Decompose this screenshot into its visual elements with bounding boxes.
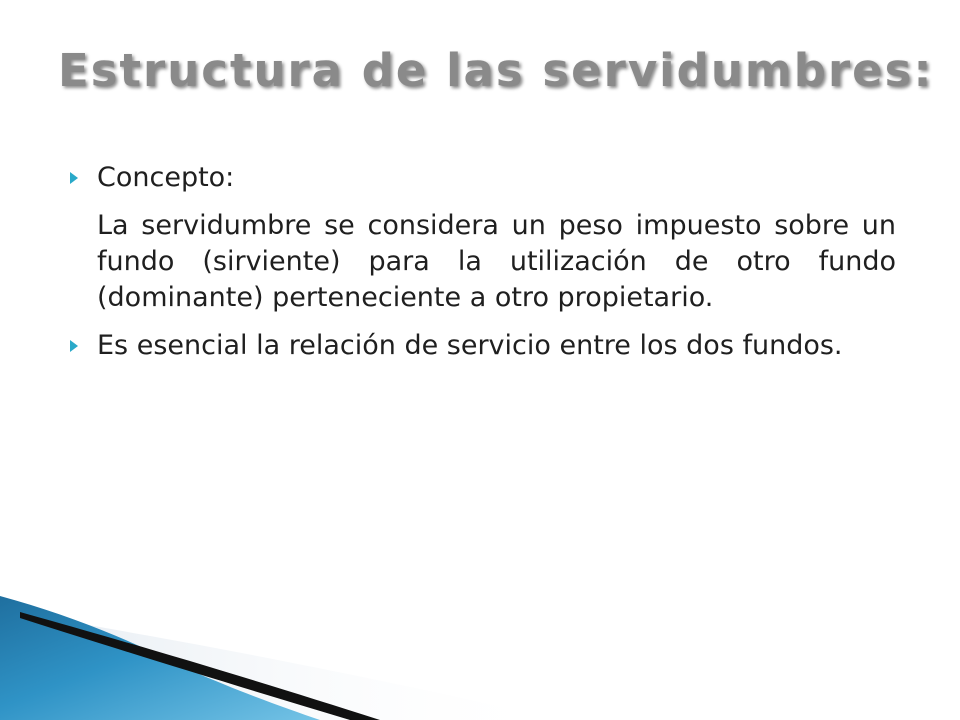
light-swoosh-shape (0, 610, 560, 720)
bullet-text: Es esencial la relación de servicio entre los dos fundos. (97, 330, 843, 361)
blue-swoosh-shape (0, 596, 320, 720)
bullet-item-concepto (70, 160, 896, 196)
definition-paragraph: La servidumbre se considera un peso impuesto sobre un fundo (sirviente) para la utilización de otro fundo (dominante) perteneciente a otro propietario. (97, 210, 896, 313)
dark-swoosh-stroke (20, 612, 380, 720)
slide-content (70, 160, 896, 364)
triangle-right-icon (70, 172, 78, 184)
slide-title: Estructura de las servidumbres: (58, 44, 934, 97)
triangle-right-icon (70, 340, 78, 352)
bullet-text: Concepto: (97, 162, 235, 193)
bullet-item-relacion (70, 328, 896, 364)
